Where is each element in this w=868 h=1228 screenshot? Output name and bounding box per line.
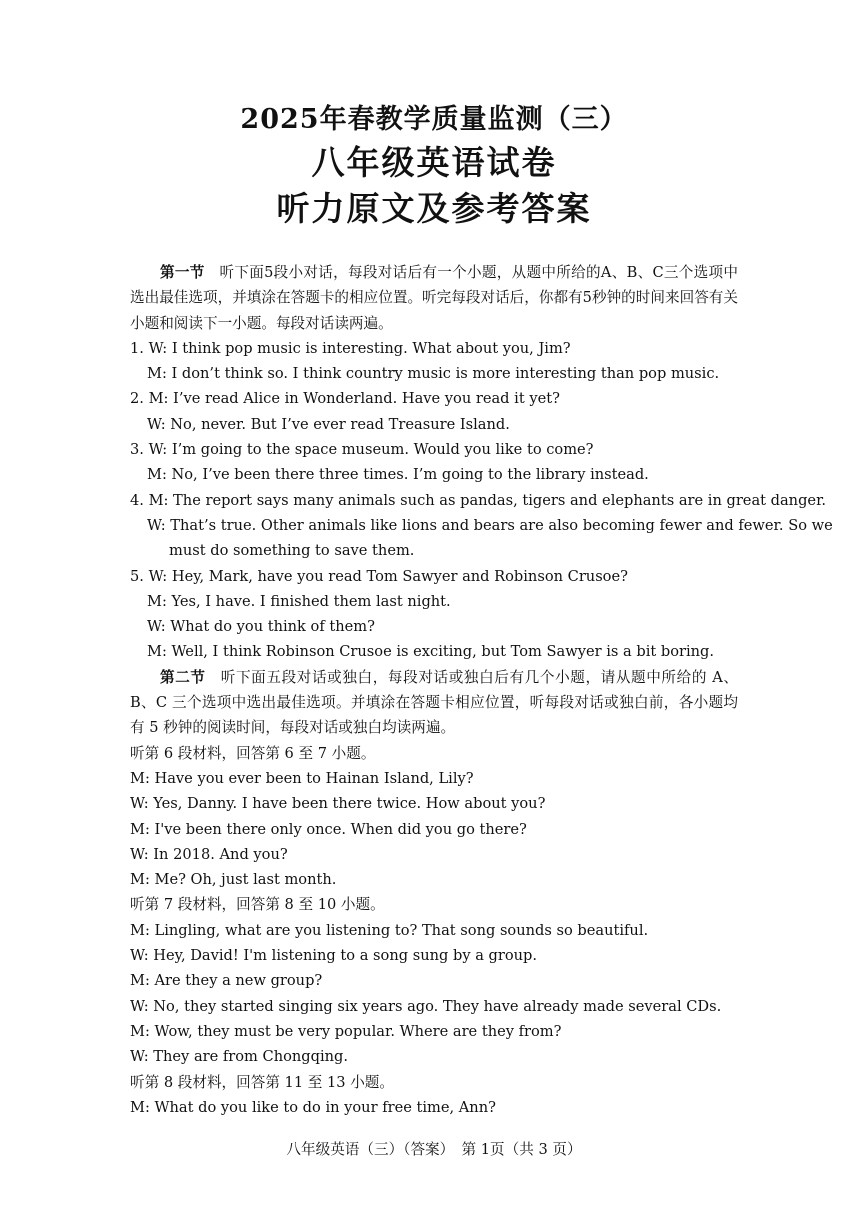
dialogue-line: M: Lingling, what are you listening to? That song sounds so beautiful. [130,921,649,939]
section2-instructions: 第二节 听下面五段对话或独白，每段对话或独白后有几个小题，请从题中所给的 A、B、C 三个选项中选出最佳选项。并填涂在答题卡相应位置，听每段对话或独白前，各小题均有 5 秒钟的阅读时间，每段对话或独白均读两遍。 [130,668,738,737]
section1-instructions: 第一节 听下面5段小对话，每段对话后有一个小题，从题中所给的A、B、C三个选项中选出最佳选项，并填涂在答题卡的相应位置。听完每段对话后，你都有5秒钟的时间来回答有关小题和阅读下一小题。每段对话读两遍。 [130,264,738,332]
dialogue-line: must do something to save them. [169,542,415,560]
dialogue-line: W: That’s true. Other animals like lions and bears are also becoming fewer and fewer. So we [147,516,833,534]
dialogue-line: W: No, they started singing six years ago. They have already made several CDs. [130,997,722,1015]
dialogue-line: M: Wow, they must be very popular. Where are they from? [130,1022,562,1040]
dialogue-line: M: Well, I think Robinson Crusoe is exciting, but Tom Sawyer is a bit boring. [147,643,715,661]
dialogue-line: M: Yes, I have. I finished them last night. [147,592,451,610]
dialogue-line: W: What do you think of them? [147,618,375,636]
dialogue-line: W: Yes, Danny. I have been there twice. How about you? [130,795,546,813]
dialogue-line: M: I've been there only once. When did you go there? [130,820,527,838]
exam-title: 2025年春教学质量监测（三） [240,104,628,135]
dialogue-line: W: In 2018. And you? [130,845,288,863]
title-block [130,100,738,232]
section1-heading: 第一节 [160,264,205,281]
dialogue-line: W: They are from Chongqing. [130,1048,349,1066]
dialogue-line: 2. M: I’ve read Alice in Wonderland. Have you read it yet? [130,390,560,408]
listening-script-title: 听力原文及参考答案 [276,189,592,228]
document-body [130,260,833,1120]
grade-subject-title: 八年级英语试卷 [311,143,557,182]
material-heading: 听第 7 段材料，回答第 8 至 10 小题。 [130,896,385,914]
dialogue-line: M: What do you like to do in your free time, Ann? [130,1098,496,1116]
material-heading: 听第 6 段材料，回答第 6 至 7 小题。 [130,744,376,762]
dialogue-line: 3. W: I’m going to the space museum. Would you like to come? [130,441,594,459]
material-heading: 听第 8 段材料，回答第 11 至 13 小题。 [130,1073,394,1091]
dialogue-line: W: Hey, David! I'm listening to a song sung by a group. [130,947,538,965]
dialogue-line: M: I don’t think so. I think country music is more interesting than pop music. [147,365,720,383]
dialogue-line: M: Me? Oh, just last month. [130,871,337,889]
dialogue-line: 1. W: I think pop music is interesting. What about you, Jim? [130,339,571,357]
dialogue-line: W: No, never. But I’ve ever read Treasure Island. [147,415,510,433]
page-footer: 八年级英语（三）（答案） 第 1页（共 3 页） [286,1141,582,1158]
section2-heading: 第二节 [160,668,206,686]
dialogue-line: 5. W: Hey, Mark, have you read Tom Sawyer and Robinson Crusoe? [130,567,628,585]
dialogue-line: M: Are they a new group? [130,972,323,990]
dialogue-line: M: Have you ever been to Hainan Island, Lily? [130,769,474,787]
dialogue-line: M: No, I’ve been there three times. I’m going to the library instead. [147,466,649,484]
dialogue-line: 4. M: The report says many animals such as pandas, tigers and elephants are in great danger. [130,491,827,509]
